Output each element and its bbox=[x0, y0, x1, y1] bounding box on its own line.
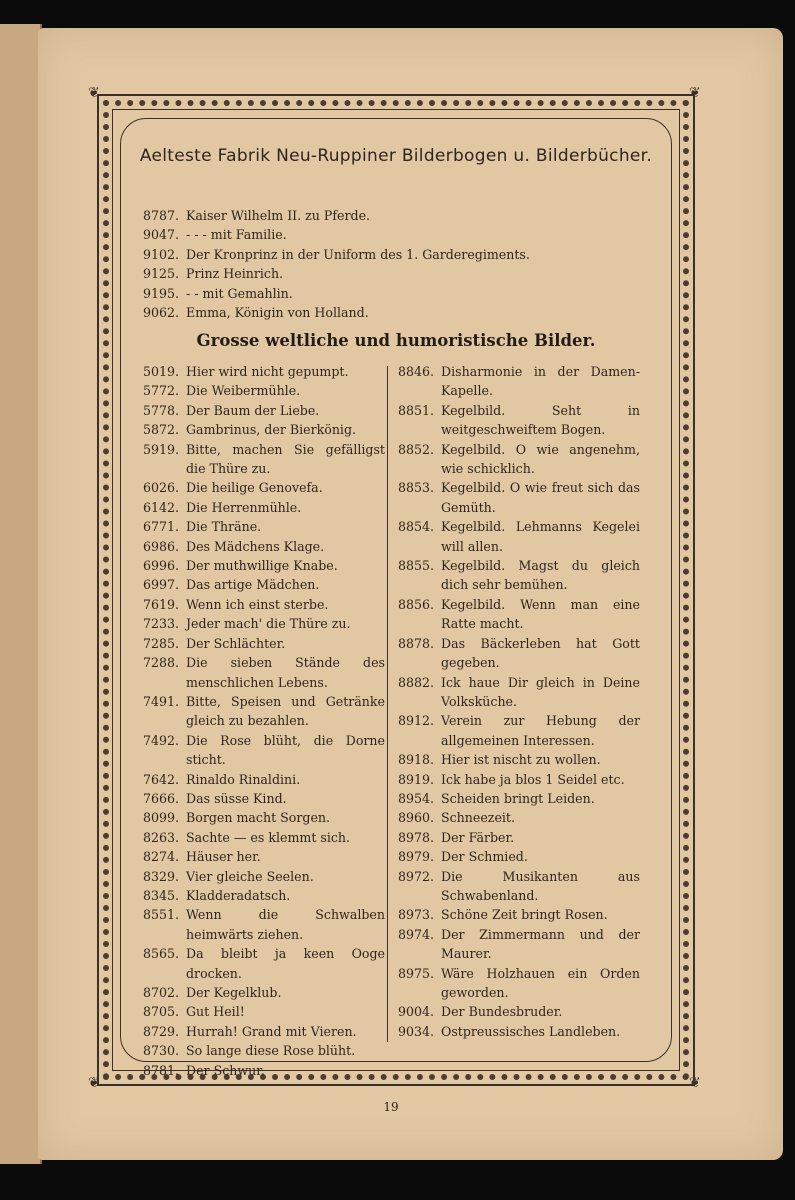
catalog-title: Das artige Mädchen. bbox=[186, 577, 320, 593]
list-item bbox=[398, 789, 640, 808]
catalog-title: So lange diese Rose blüht. bbox=[186, 1043, 356, 1059]
catalog-number: 8565. bbox=[143, 946, 180, 962]
catalog-title: Da bleibt ja keen Ooge drocken. bbox=[186, 946, 385, 981]
catalog-title: Der muthwillige Knabe. bbox=[186, 558, 338, 574]
list-item bbox=[143, 362, 385, 381]
page-number: 19 bbox=[383, 1100, 399, 1114]
list-item bbox=[398, 401, 640, 440]
column-divider bbox=[387, 366, 388, 1042]
catalog-title: Der Schlächter. bbox=[186, 635, 286, 651]
list-item bbox=[143, 245, 663, 264]
catalog-number: 8979. bbox=[398, 849, 435, 865]
catalog-number: 7619. bbox=[143, 596, 180, 612]
catalog-number: 7666. bbox=[143, 790, 180, 806]
catalog-title: Rinaldo Rinaldini. bbox=[186, 771, 301, 787]
list-item bbox=[143, 944, 385, 983]
catalog-title: Die sieben Stände des menschlichen Lebens. bbox=[186, 655, 385, 690]
catalog-title: - - - mit Familie. bbox=[186, 227, 287, 243]
list-item bbox=[143, 731, 385, 770]
list-item bbox=[143, 770, 385, 789]
catalog-number: 8274. bbox=[143, 849, 180, 865]
list-item bbox=[143, 440, 385, 479]
catalog-title: Der Bundesbruder. bbox=[441, 1004, 563, 1020]
list-item bbox=[398, 634, 640, 673]
catalog-title: Schöne Zeit bringt Rosen. bbox=[441, 907, 608, 923]
catalog-number: 6986. bbox=[143, 538, 180, 554]
list-item bbox=[143, 595, 385, 614]
catalog-number: 8978. bbox=[398, 829, 435, 845]
catalog-title: Ick haue Dir gleich in Deine Volksküche. bbox=[441, 674, 640, 709]
catalog-title: Prinz Heinrich. bbox=[186, 266, 284, 282]
catalog-number: 9125. bbox=[143, 266, 180, 282]
list-item bbox=[143, 867, 385, 886]
catalog-title: Der Schwur. bbox=[186, 1062, 265, 1078]
list-item bbox=[398, 750, 640, 769]
catalog-number: 8329. bbox=[143, 868, 180, 884]
list-item bbox=[143, 206, 663, 225]
catalog-number: 8781. bbox=[143, 1062, 180, 1078]
list-item bbox=[143, 225, 663, 244]
catalog-title: Kaiser Wilhelm II. zu Pferde. bbox=[186, 208, 371, 223]
catalog-number: 8345. bbox=[143, 887, 180, 903]
catalog-number: 6996. bbox=[143, 558, 180, 574]
catalog-number: 7492. bbox=[143, 732, 180, 748]
list-item bbox=[398, 1022, 640, 1041]
catalog-number: 8730. bbox=[143, 1043, 180, 1059]
catalog-title: Kegelbild. O wie angenehm, wie schicklich. bbox=[441, 441, 640, 477]
catalog-title: Der Zimmermann und der Maurer. bbox=[441, 926, 640, 962]
list-item bbox=[398, 828, 640, 847]
list-item bbox=[398, 673, 640, 712]
catalog-number: 8846. bbox=[398, 364, 435, 379]
list-item bbox=[143, 401, 385, 420]
catalog-title: Borgen macht Sorgen. bbox=[186, 810, 331, 826]
catalog-title: Bitte, Speisen und Getränke gleich zu bezahlen. bbox=[186, 693, 385, 729]
catalog-number: 9047. bbox=[143, 227, 180, 243]
catalog-title: Verein zur Hebung der allgemeinen Interessen. bbox=[441, 713, 640, 748]
list-item bbox=[143, 381, 385, 400]
catalog-number: 8787. bbox=[143, 208, 180, 223]
catalog-title: Hier wird nicht gepumpt. bbox=[186, 364, 349, 379]
list-item bbox=[398, 517, 640, 556]
list-item bbox=[398, 478, 640, 517]
catalog-number: 7642. bbox=[143, 771, 180, 787]
list-item bbox=[143, 303, 663, 322]
list-item bbox=[398, 556, 640, 595]
list-item bbox=[143, 1022, 385, 1041]
catalog-number: 8705. bbox=[143, 1004, 180, 1020]
catalog-title: Das süsse Kind. bbox=[186, 790, 287, 806]
catalog-title: Des Mädchens Klage. bbox=[186, 538, 325, 554]
section-title: Grosse weltliche und humoristische Bilder. bbox=[196, 331, 596, 350]
catalog-title: - - mit Gemahlin. bbox=[186, 285, 293, 301]
catalog-title: Sachte — es klemmt sich. bbox=[186, 829, 351, 845]
catalog-title: Hier ist nischt zu wollen. bbox=[441, 752, 601, 768]
catalog-title: Der Schmied. bbox=[441, 849, 528, 865]
catalog-title: Kegelbild. Magst du gleich dich sehr bemühen. bbox=[441, 558, 640, 593]
catalog-number: 8878. bbox=[398, 635, 435, 651]
list-item bbox=[143, 517, 385, 536]
catalog-number: 8974. bbox=[398, 926, 435, 942]
list-item bbox=[143, 498, 385, 517]
catalog-number: 8852. bbox=[398, 441, 435, 457]
catalog-title: Kegelbild. Lehmanns Kegelei will allen. bbox=[441, 519, 640, 554]
list-item bbox=[143, 905, 385, 944]
list-item bbox=[143, 420, 385, 439]
catalog-title: Der Baum der Liebe. bbox=[186, 402, 320, 418]
catalog-title: Der Färber. bbox=[441, 829, 515, 845]
catalog-number: 8263. bbox=[143, 829, 180, 845]
list-item bbox=[143, 634, 385, 653]
corner-ornament-icon: ❦ bbox=[689, 85, 701, 101]
catalog-number: 9195. bbox=[143, 285, 180, 301]
list-item bbox=[398, 711, 640, 750]
corner-ornament-icon: ❦ bbox=[689, 1075, 701, 1091]
catalog-number: 8882. bbox=[398, 674, 435, 690]
corner-ornament-icon: ❦ bbox=[88, 85, 100, 101]
catalog-number: 9004. bbox=[398, 1004, 435, 1020]
catalog-title: Jeder mach' die Thüre zu. bbox=[186, 616, 351, 632]
catalog-title: Häuser her. bbox=[186, 849, 261, 865]
list-item bbox=[398, 440, 640, 479]
catalog-number: 6026. bbox=[143, 480, 180, 496]
list-item bbox=[143, 983, 385, 1002]
catalog-number: 6997. bbox=[143, 577, 180, 593]
catalog-title: Das Bäckerleben hat Gott gegeben. bbox=[441, 635, 640, 671]
list-item bbox=[398, 770, 640, 789]
catalog-title: Vier gleiche Seelen. bbox=[186, 868, 314, 884]
catalog-title: Ostpreussisches Landleben. bbox=[441, 1023, 621, 1039]
catalog-title: Die Herrenmühle. bbox=[186, 499, 302, 515]
catalog-title: Bitte, machen Sie gefälligst die Thüre zu. bbox=[186, 441, 385, 477]
catalog-number: 9102. bbox=[143, 246, 180, 262]
catalog-number: 6771. bbox=[143, 519, 180, 535]
catalog-number: 9034. bbox=[398, 1023, 435, 1039]
catalog-title: Wäre Holzhauen ein Orden geworden. bbox=[441, 965, 640, 1000]
catalog-title: Schneezeit. bbox=[441, 810, 515, 826]
catalog-title: Die Thräne. bbox=[186, 519, 262, 535]
catalog-number: 8954. bbox=[398, 790, 435, 806]
catalog-number: 8702. bbox=[143, 985, 180, 1000]
list-item bbox=[143, 692, 385, 731]
catalog-number: 6142. bbox=[143, 499, 180, 515]
left-column-list bbox=[143, 362, 385, 1080]
catalog-number: 5872. bbox=[143, 422, 180, 438]
catalog-title: Gambrinus, der Bierkönig. bbox=[186, 422, 357, 438]
catalog-title: Wenn die Schwalben heimwärts ziehen. bbox=[186, 907, 385, 942]
catalog-number: 8099. bbox=[143, 810, 180, 826]
list-item bbox=[143, 828, 385, 847]
catalog-number: 8973. bbox=[398, 907, 435, 923]
list-item bbox=[143, 284, 663, 303]
list-item bbox=[143, 537, 385, 556]
catalog-number: 5019. bbox=[143, 364, 180, 379]
list-item bbox=[398, 595, 640, 634]
catalog-number: 8975. bbox=[398, 965, 435, 981]
corner-ornament-icon: ❦ bbox=[88, 1075, 100, 1091]
list-item bbox=[143, 478, 385, 497]
catalog-number: 5772. bbox=[143, 383, 180, 399]
right-column-list bbox=[398, 362, 640, 1041]
list-item bbox=[398, 964, 640, 1003]
catalog-number: 8918. bbox=[398, 752, 435, 768]
list-item bbox=[143, 264, 663, 283]
catalog-title: Der Kronprinz in der Uniform des 1. Garderegiments. bbox=[186, 246, 530, 262]
catalog-number: 7285. bbox=[143, 635, 180, 651]
list-item bbox=[398, 362, 640, 401]
catalog-title: Der Kegelklub. bbox=[186, 985, 282, 1000]
catalog-number: 8729. bbox=[143, 1023, 180, 1039]
list-item bbox=[143, 653, 385, 692]
page-heading: Aelteste Fabrik Neu-Ruppiner Bilderbogen u. Bilderbücher. bbox=[139, 146, 653, 166]
catalog-number: 8919. bbox=[398, 771, 435, 787]
list-item bbox=[143, 1041, 385, 1060]
catalog-number: 8856. bbox=[398, 596, 435, 612]
catalog-title: Die Weibermühle. bbox=[186, 383, 301, 399]
catalog-title: Die Rose blüht, die Dorne sticht. bbox=[186, 732, 385, 768]
catalog-title: Kladderadatsch. bbox=[186, 887, 291, 903]
catalog-title: Kegelbild. Seht in weitgeschweiftem Bogen. bbox=[441, 402, 640, 438]
catalog-number: 8853. bbox=[398, 480, 435, 496]
list-item bbox=[398, 905, 640, 924]
catalog-title: Hurrah! Grand mit Vieren. bbox=[186, 1023, 357, 1039]
catalog-number: 8854. bbox=[398, 519, 435, 535]
list-item bbox=[143, 556, 385, 575]
catalog-title: Scheiden bringt Leiden. bbox=[441, 790, 595, 806]
catalog-title: Wenn ich einst sterbe. bbox=[186, 596, 329, 612]
catalog-number: 7491. bbox=[143, 693, 180, 709]
catalog-title: Kegelbild. O wie freut sich das Gemüth. bbox=[441, 480, 640, 515]
catalog-number: 8960. bbox=[398, 810, 435, 826]
catalog-number: 8551. bbox=[143, 907, 180, 923]
list-item bbox=[143, 575, 385, 594]
catalog-number: 7288. bbox=[143, 655, 180, 671]
list-item bbox=[143, 847, 385, 866]
catalog-number: 9062. bbox=[143, 304, 180, 320]
list-item bbox=[143, 789, 385, 808]
portrait-list bbox=[143, 206, 663, 322]
list-item bbox=[143, 808, 385, 827]
list-item bbox=[143, 1061, 385, 1080]
list-item bbox=[143, 1002, 385, 1021]
catalog-number: 7233. bbox=[143, 616, 180, 632]
catalog-number: 5919. bbox=[143, 441, 180, 457]
list-item bbox=[398, 867, 640, 906]
catalog-number: 8972. bbox=[398, 868, 435, 884]
catalog-number: 8851. bbox=[398, 402, 435, 418]
catalog-number: 5778. bbox=[143, 402, 180, 418]
catalog-title: Kegelbild. Wenn man eine Ratte macht. bbox=[441, 596, 640, 632]
catalog-number: 8912. bbox=[398, 713, 435, 729]
catalog-title: Die heilige Genovefa. bbox=[186, 480, 323, 496]
list-item bbox=[143, 614, 385, 633]
list-item bbox=[143, 886, 385, 905]
list-item bbox=[398, 925, 640, 964]
catalog-number: 8855. bbox=[398, 558, 435, 574]
list-item bbox=[398, 847, 640, 866]
list-item bbox=[398, 1002, 640, 1021]
catalog-title: Disharmonie in der Damen-Kapelle. bbox=[441, 364, 640, 399]
catalog-title: Gut Heil! bbox=[186, 1004, 245, 1020]
catalog-title: Emma, Königin von Holland. bbox=[186, 304, 369, 320]
catalog-title: Ick habe ja blos 1 Seidel etc. bbox=[441, 771, 625, 787]
previous-page-edge bbox=[0, 24, 42, 1164]
list-item bbox=[398, 808, 640, 827]
catalog-title: Die Musikanten aus Schwabenland. bbox=[441, 868, 640, 903]
